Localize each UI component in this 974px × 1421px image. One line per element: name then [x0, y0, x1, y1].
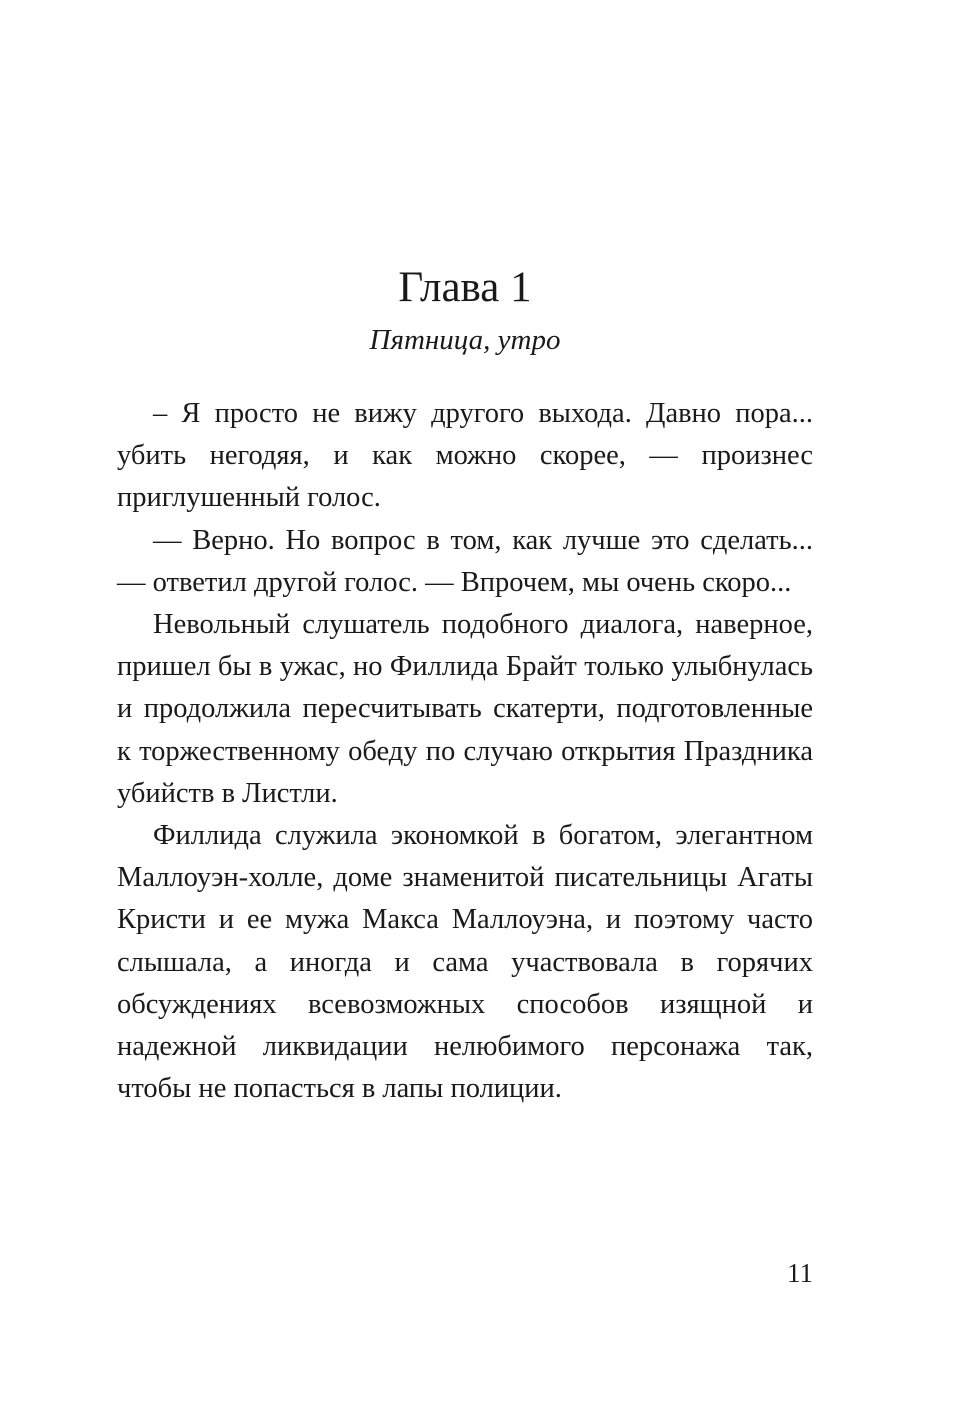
paragraph: — Верно. Но вопрос в том, как лучше это сделать... — ответил другой голос. — Впрочем, мы очень скоро...: [117, 524, 813, 598]
chapter-subtitle: Пятница, утро: [369, 324, 561, 356]
paragraph: Невольный слушатель подобного диалога, наверное, пришел бы в ужас, но Филлида Брайт только улыбнулась и продолжила пересчитывать скатерти, подготовленные к торжественному обеду по случаю открытия Праздника убийств в Листли.: [117, 609, 813, 809]
paragraph: – Я просто не вижу другого выхода. Давно пора... убить негодяя, и как можно скорее, — произнес приглушенный голос.: [117, 398, 813, 514]
chapter-body: [117, 393, 813, 1110]
page-number: 11: [787, 1258, 813, 1288]
chapter-title: Глава 1: [398, 264, 532, 311]
paragraph: Филлида служила экономкой в богатом, элегантном Маллоуэн-холле, доме знаменитой писательницы Агаты Кристи и ее мужа Макса Маллоуэна, и поэтому часто слышала, а иногда и сама участвовала в горячих обсуждениях всевозможных способов изящной и надежной ликвидации нелюбимого персонажа так, чтобы не попасться в лапы полиции.: [117, 820, 813, 1105]
